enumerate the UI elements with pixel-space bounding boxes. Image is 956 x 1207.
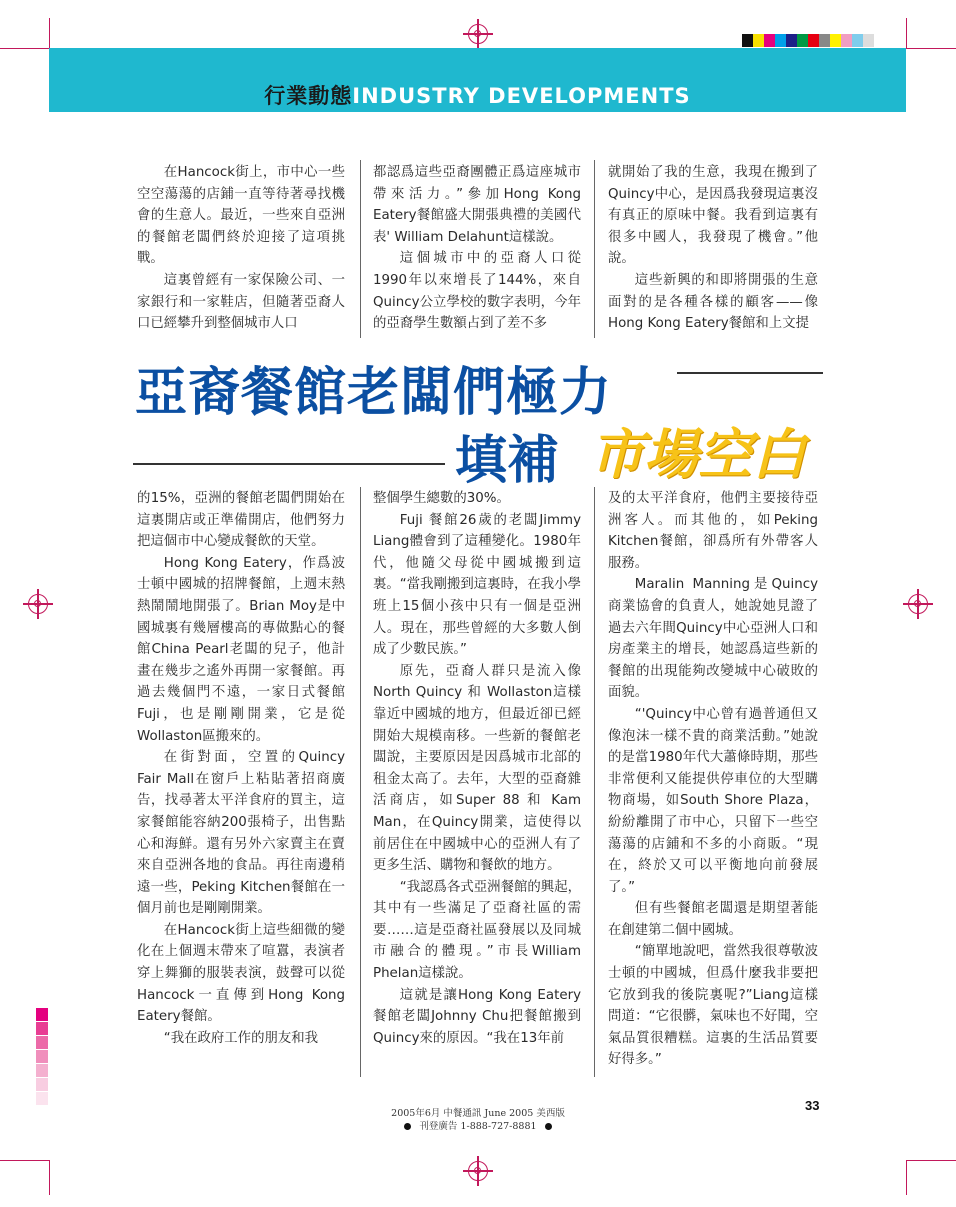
page-number: 33 bbox=[805, 1098, 820, 1113]
color-swatch bbox=[764, 34, 775, 47]
footer-advertising-text: 刊登廣告 1-888-727-8881 bbox=[419, 1121, 537, 1132]
article-top-column-1 bbox=[137, 162, 345, 335]
color-swatch bbox=[775, 34, 786, 47]
paragraph: “簡單地說吧，當然我很尊敬波士頓的中國城，但爲什麼我非要把它放到我的後院裏呢?”Liang這樣問道：“它很髒，氣味也不好聞，空氣品質很糟糕。這裏的生活品質要好得多。” bbox=[608, 944, 818, 1068]
color-swatch bbox=[808, 34, 819, 47]
column-divider bbox=[360, 487, 361, 1077]
paragraph: 這就是讓Hong Kong Eatery餐館老闆Johnny Chu把餐館搬到Quincy來的原因。“我在13年前 bbox=[373, 987, 581, 1046]
crop-mark bbox=[0, 1160, 50, 1161]
color-swatch bbox=[786, 34, 797, 47]
paragraph: 但有些餐館老闆還是期望著能在創建第二個中國城。 bbox=[608, 901, 818, 938]
article-bottom-column-1 bbox=[137, 488, 345, 1049]
color-swatch bbox=[841, 34, 852, 47]
color-swatch bbox=[852, 34, 863, 47]
paragraph: 及的太平洋食府，他們主要接待亞洲客人。而其他的，如Peking Kitchen餐館，卻爲所有外帶客人服務。 bbox=[608, 491, 818, 571]
section-header-band bbox=[49, 48, 906, 112]
gradient-swatch bbox=[36, 1078, 48, 1091]
gradient-swatch bbox=[36, 1036, 48, 1049]
gradient-swatch bbox=[36, 1022, 48, 1035]
footer-publication: 2005年6月 中餐通訊 June 2005 美西版 bbox=[391, 1108, 565, 1119]
gradient-swatch bbox=[36, 1092, 48, 1105]
paragraph: 都認爲這些亞裔團體正爲這座城市帶來活力。”參加Hong Kong Eatery餐館盛大開張典禮的美國代表' William Delahunt這樣說。 bbox=[373, 165, 581, 245]
headline-line-2-yellow: 市場空白 bbox=[590, 422, 806, 486]
paragraph: 的15%，亞洲的餐館老闆們開始在這裏開店或正準備開店，他們努力把這個市中心變成餐飲的天堂。 bbox=[137, 491, 345, 550]
paragraph: 這些新興的和即將開張的生意面對的是各種各樣的顧客——像Hong Kong Eatery餐館和上文提 bbox=[608, 272, 818, 332]
section-title-en: INDUSTRY DEVELOPMENTS bbox=[352, 84, 691, 108]
registration-mark-bottom bbox=[468, 1161, 488, 1181]
gradient-swatch bbox=[36, 1008, 48, 1021]
section-title bbox=[49, 80, 906, 110]
color-swatch bbox=[819, 34, 830, 47]
section-title-cn: 行業動態 bbox=[264, 84, 353, 108]
headline-line-1: 亞裔餐館老闆們極力 bbox=[135, 362, 613, 423]
crop-mark bbox=[0, 48, 50, 49]
color-swatch bbox=[753, 34, 764, 47]
paragraph: “我在政府工作的朋友和我 bbox=[163, 1030, 319, 1046]
paragraph: 就開始了我的生意，我現在搬到了Quincy中心，是因爲我發現這裏沒有真正的原味中餐。我看到這裏有很多中國人，我發現了機會。”他說。 bbox=[608, 165, 818, 267]
paragraph: Hong Kong Eatery，作爲波士頓中國城的招牌餐館，上週末熱熱鬧鬧地開張了。Brian Moy是中國城裏有幾層樓高的專做點心的餐館China Pearl老闆的兒子，他計畫在幾步之遙外再開一家餐館。再過去幾個門不遠，一家日式餐館Fuji，也是剛剛開業，它是從Wollaston區搬來的。 bbox=[137, 555, 345, 744]
paragraph: 這個城市中的亞裔人口從1990年以來增長了144%，來自Quincy公立學校的數字表明，今年的亞裔學生數額占到了差不多 bbox=[373, 251, 581, 332]
paragraph: 這裏曾經有一家保險公司、一家銀行和一家鞋店，但隨著亞裔人口已經攀升到整個城市人口 bbox=[137, 272, 345, 332]
paragraph: 原先，亞裔人群只是流入像North Quincy 和 Wollaston這樣靠近中國城的地方，但最近卻已經開始大規模南移。一些新的餐館老闆說，主要原因是因爲城市北部的租金太高了。去年，大型的亞裔雜活商店，如Super 88 和 Kam Man，在Quincy開業，這使得以前居住在中國城中心的亞洲人有了更多生活、購物和餐飲的地方。 bbox=[373, 663, 581, 874]
paragraph: Fuji 餐館26歲的老闆Jimmy Liang體會到了這種變化。1980年代，他隨父母從中國城搬到這裏。“當我剛搬到這裏時，在我小學班上15個小孩中只有一個是亞洲人。現在，那些曾經的大多數人倒成了少數民族。” bbox=[373, 512, 581, 658]
registration-mark-right bbox=[908, 594, 928, 614]
registration-mark-top bbox=[468, 24, 488, 44]
gradient-swatch bbox=[36, 1050, 48, 1063]
column-divider bbox=[594, 487, 595, 1077]
paragraph: 在Hancock街上這些細微的變化在上個週末帶來了喧囂，表演者穿上舞獅的服裝表演，鼓聲可以從Hancock一直傳到Hong Kong Eatery餐館。 bbox=[137, 922, 345, 1025]
article-top-column-2 bbox=[373, 162, 581, 335]
paragraph: 整個學生總數的30%。 bbox=[373, 491, 510, 506]
headline-rule-left bbox=[133, 463, 445, 465]
crop-mark bbox=[49, 1160, 50, 1195]
crop-mark bbox=[49, 18, 50, 49]
crop-mark bbox=[906, 18, 907, 49]
color-swatch bbox=[830, 34, 841, 47]
paragraph: “我認爲各式亞洲餐館的興起，其中有一些滿足了亞裔社區的需要……這是亞裔社區發展以及同城市融合的體現。”市長William Phelan這樣說。 bbox=[373, 879, 581, 982]
article-bottom-column-3 bbox=[608, 488, 818, 1071]
column-divider bbox=[594, 160, 595, 338]
color-swatch bbox=[863, 34, 874, 47]
gradient-swatch bbox=[36, 1064, 48, 1077]
color-calibration-bar bbox=[742, 34, 874, 47]
article-top-column-3 bbox=[608, 162, 818, 335]
bullet-icon bbox=[404, 1123, 411, 1130]
registration-mark-left bbox=[28, 594, 48, 614]
paragraph: Maralin Manning是Quincy商業協會的負責人，她說她見證了過去六年間Quincy中心亞洲人口和房產業主的增長，她認爲這些新的餐館的出現能夠改變城中心破敗的面貌。 bbox=[608, 577, 818, 701]
headline-rule-right bbox=[677, 372, 823, 374]
headline-line-2-blue: 填補 bbox=[455, 430, 560, 491]
paragraph: “'Quincy中心曾有過普通但又像泡沫一樣不貴的商業活動。”她說的是當1980年代大蕭條時期，那些非常便利又能提供停車位的大型購物商場，如South Shore Plaza，紛紛離開了市中心，只留下一些空蕩蕩的店鋪和不多的小商販。“現在，終於又可以平衡地向前發展了。” bbox=[608, 706, 818, 895]
crop-mark bbox=[906, 1160, 907, 1195]
gradient-calibration-bar bbox=[36, 1008, 48, 1106]
crop-mark bbox=[906, 1160, 956, 1161]
article-bottom-column-2 bbox=[373, 488, 581, 1049]
color-swatch bbox=[742, 34, 753, 47]
column-divider bbox=[360, 160, 361, 338]
bullet-icon bbox=[545, 1123, 552, 1130]
paragraph: 在Hancock街上，市中心一些空空蕩蕩的店鋪一直等待著尋找機會的生意人。最近，一些來自亞洲的餐館老闆們終於迎接了這項挑戰。 bbox=[137, 165, 345, 267]
paragraph: 在街對面，空置的Quincy Fair Mall在窗戶上粘貼著招商廣告，找尋著太平洋食府的買主，這家餐館能容納200張椅子，出售點心和海鮮。還有另外六家賣主在賣來自亞洲各地的食品。再往南邊稍遠一些，Peking Kitchen餐館在一個月前也是剛剛開業。 bbox=[137, 750, 345, 917]
crop-mark bbox=[906, 48, 956, 49]
footer-advertising bbox=[0, 1118, 956, 1132]
color-swatch bbox=[797, 34, 808, 47]
